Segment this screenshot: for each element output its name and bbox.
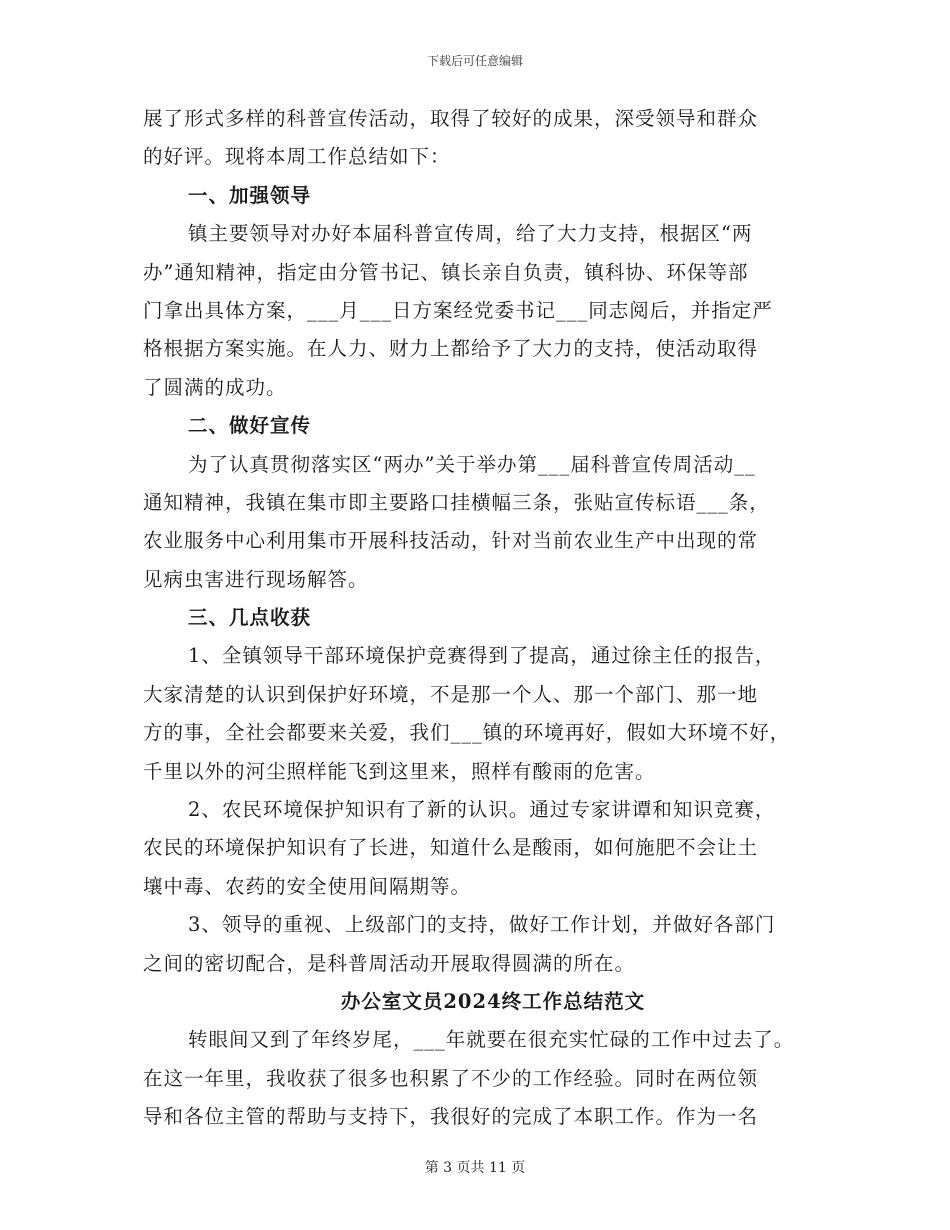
paragraph-line: 方的事，全社会都要来关爱，我们___镇的环境再好，假如大环境不好， xyxy=(143,721,791,745)
article-title: 办公室文员2024终工作总结范文 xyxy=(340,989,646,1013)
paragraph-line: 千里以外的河尘照样能飞到这里来，照样有酸雨的危害。 xyxy=(143,759,656,783)
paragraph-line: 门拿出具体方案，___月___日方案经党委书记___同志阅后，并指定严 xyxy=(143,298,773,322)
paragraph-line: 壤中毒、农药的安全使用间隔期等。 xyxy=(143,874,472,898)
paragraph-line: 2、农民环境保护知识有了新的认识。通过专家讲谭和知识竞赛， xyxy=(188,798,776,822)
paragraph-line: 在这一年里，我收获了很多也积累了不少的工作经验。同时在两位领 xyxy=(143,1066,759,1090)
paragraph-line: 农民的环境保护知识有了长进，知道什么是酸雨，如何施肥不会让土 xyxy=(143,836,759,860)
paragraph-line: 见病虫害进行现场解答。 xyxy=(143,567,369,591)
section-heading: 二、做好宣传 xyxy=(188,414,312,438)
section-heading: 一、加强领导 xyxy=(188,183,312,207)
paragraph-line: 办”通知精神，指定由分管书记、镇长亲自负责，镇科协、环保等部 xyxy=(143,260,749,284)
paragraph-line: 镇主要领导对办好本届科普宣传周，给了大力支持，根据区“两 xyxy=(188,222,753,246)
paragraph-line: 大家清楚的认识到保护好环境，不是那一个人、那一个部门、那一地 xyxy=(143,682,759,706)
paragraph-line: 3、领导的重视、上级部门的支持，做好工作计划，并做好各部门 xyxy=(188,913,776,937)
paragraph-line: 1、全镇领导干部环境保护竞赛得到了提高，通过徐主任的报告， xyxy=(188,644,776,668)
section-heading: 三、几点收获 xyxy=(188,606,312,630)
paragraph-line: 通知精神，我镇在集市即主要路口挂横幅三条，张贴宣传标语___条， xyxy=(143,490,770,514)
paragraph-line: 之间的密切配合，是科普周活动开展取得圆满的所在。 xyxy=(143,951,636,975)
paragraph-line: 格根据方案实施。在人力、财力上都给予了大力的支持，使活动取得 xyxy=(143,337,759,361)
page-footer: 第 3 页共 11 页 xyxy=(424,1160,526,1176)
paragraph-line: 转眼间又到了年终岁尾，___年就要在很充实忙碌的工作中过去了。 xyxy=(188,1028,795,1052)
paragraph-line: 的好评。现将本周工作总结如下： xyxy=(143,145,451,169)
document-body xyxy=(143,100,823,1137)
paragraph-line: 农业服务中心利用集市开展科技活动，针对当前农业生产中出现的常 xyxy=(143,529,759,553)
paragraph-line: 为了认真贯彻落实区“两办”关于举办第___届科普宣传周活动__ xyxy=(188,452,756,476)
page-header: 下载后可任意编辑 xyxy=(426,54,523,68)
paragraph-line: 展了形式多样的科普宣传活动，取得了较好的成果，深受领导和群众 xyxy=(143,107,759,130)
paragraph-line: 了圆满的成功。 xyxy=(143,375,287,399)
paragraph-line: 导和各位主管的帮助与支持下，我很好的完成了本职工作。作为一名 xyxy=(143,1105,759,1129)
